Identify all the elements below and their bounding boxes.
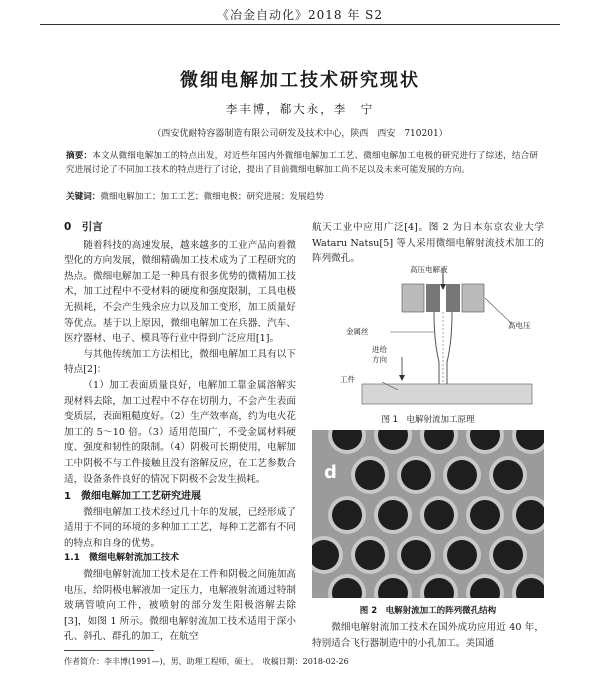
- glass-tube: [434, 312, 439, 384]
- figure-2-caption: 图 2 电解射流加工的阵列微孔结构: [359, 606, 497, 616]
- paragraph: （1）加工表面质量良好，电解加工靠金属溶解实现材料去除，加工过程中不存在切削力，不会产生表面变质层，表面粗糙度好。（2）生产效率高，约为电火花加工的 5～10 倍。（3）适用范围广，不受金属材料硬度、强度和韧性的限制。（4）阴极可长期使用，电解加工中阴极不与工件接触且没有溶解反应，在工艺参数合适，设备条件良好的情况下阴极不会发生损耗。: [64, 379, 296, 485]
- keywords-text: 微细电解加工；加工工艺；微细电极；研究进展；发展趋势: [100, 192, 324, 202]
- micro-hole: [332, 430, 362, 450]
- nozzle-housing: [402, 284, 424, 312]
- paragraph: 航天工业中应用广泛[4]。图 2 为日本东京农业大学 Wataru Natsu[5] 等人采用微细电解射流技术加工的阵列微孔。: [312, 222, 544, 265]
- electrode-block: [446, 284, 460, 312]
- nozzle-housing: [462, 284, 484, 312]
- micro-hole: [516, 430, 544, 450]
- section-0-heading: 0 引言: [64, 221, 103, 233]
- right-column-bottom: [312, 620, 544, 651]
- paragraph: 与其他传统加工方法相比，微细电解加工具有以下特点[2]：: [64, 348, 296, 376]
- micro-hole: [355, 460, 385, 490]
- micro-hole: [401, 460, 431, 490]
- micro-hole: [493, 540, 523, 570]
- micro-hole: [424, 578, 454, 598]
- keywords-label: 关键词：: [66, 192, 101, 202]
- paragraph: 随着科技的高速发展，越来越多的工业产品向着微型化的方向发展，微细精确加工技术成为了工程研究的热点。微细电解加工是一种具有很多优势的微精加工技术，加工过程中不受材料的硬度和强度限制，工具电极无损耗，不会产生残余应力以及加工变形，加工质量好等优点。基于以上原因，微细电解加工在兵器、汽车、医疗器材、电子、模具等行业中得到广泛应用[1]。: [64, 239, 296, 345]
- micro-hole: [447, 540, 477, 570]
- keywords: [66, 191, 538, 204]
- abstract-text: 本文从微细电解加工的特点出发，对近些年国内外微细电解加工工艺、微细电解加工电极的研究进行了综述，结合研究进展讨论了不同加工技术的特点进行了讨论，提出了目前微细电解加工尚不足以及未来可能发展的方向。: [66, 151, 538, 175]
- fig2-panel-label: d: [324, 462, 337, 483]
- micro-hole: [493, 460, 523, 490]
- micro-hole: [355, 540, 385, 570]
- micro-hole: [516, 578, 544, 598]
- figure-1-jet-diagram: [342, 262, 550, 412]
- micro-hole: [312, 540, 339, 570]
- journal-header: 《冶金自动化》2018 年 S2: [216, 8, 384, 22]
- feed-arrowhead: [399, 375, 405, 381]
- fig1-label-workpiece: 工件: [340, 375, 355, 384]
- fig1-label-electrolyte: 高压电解液: [410, 265, 448, 274]
- figure-1-caption: 图 1 电解射流加工原理: [381, 415, 475, 425]
- fig1-label-power: 高电压: [508, 321, 531, 330]
- abstract: [66, 150, 538, 177]
- right-column-top: [312, 220, 544, 267]
- footnote-rule: [64, 650, 154, 651]
- micro-hole: [516, 500, 544, 530]
- authors: 李丰博，郗大永，李 宁: [225, 102, 375, 116]
- micro-hole: [332, 578, 362, 598]
- micro-hole: [424, 500, 454, 530]
- abstract-label: 摘要：: [66, 151, 93, 161]
- micro-hole: [470, 500, 500, 530]
- left-column: [64, 220, 296, 645]
- micro-hole: [470, 578, 500, 598]
- electrode-block: [426, 284, 440, 312]
- paragraph: 微细电解射流加工技术是在工件和阴极之间施加高电压，给阴极电解液加一定压力，电解液射流通过特制玻璃管喷向工件，被喷射的部分发生阳极溶解去除[3]，如图 1 所示。微细电解射流加工技术适用于深小孔、斜孔、群孔的加工，在航空: [64, 569, 296, 643]
- fig1-label-wire: 金属丝: [346, 327, 369, 336]
- micro-hole: [378, 500, 408, 530]
- paragraph: 微细电解射流加工技术在国外成功应用近 40 年，特别适合飞行器制造中的小孔加工。美国通: [312, 622, 544, 649]
- paper-title: 微细电解加工技术研究现状: [180, 70, 420, 91]
- fig1-label-feed: 进给方向: [372, 345, 387, 364]
- section-1-heading: 1 微细电解加工工艺研究进展: [64, 491, 201, 503]
- affiliation: （西安优耐特容器制造有限公司研发及技术中心，陕西 西安 710201）: [152, 129, 448, 139]
- flow-arrowhead: [440, 284, 446, 290]
- footnote: 作者简介：李丰博(1991—)，男，助理工程师，硕士。 收稿日期：2018-02-26: [64, 657, 349, 666]
- micro-hole: [470, 430, 500, 450]
- header-rule: [40, 24, 560, 25]
- figure-2-micrograph: [312, 430, 544, 598]
- glass-tube: [447, 312, 452, 384]
- micro-hole: [424, 430, 454, 450]
- paragraph: 微细电解加工技术经过几十年的发展，已经形成了适用于不同的环境的多种加工工艺，每种工艺都有不同的特点和自身的优势。: [64, 506, 296, 549]
- micro-hole: [378, 578, 408, 598]
- micro-hole: [401, 540, 431, 570]
- micro-hole: [332, 500, 362, 530]
- micro-hole: [447, 460, 477, 490]
- section-1-1-heading: 1.1 微细电解射流加工技术: [64, 553, 179, 564]
- workpiece-block: [362, 384, 532, 404]
- micro-hole: [378, 430, 408, 450]
